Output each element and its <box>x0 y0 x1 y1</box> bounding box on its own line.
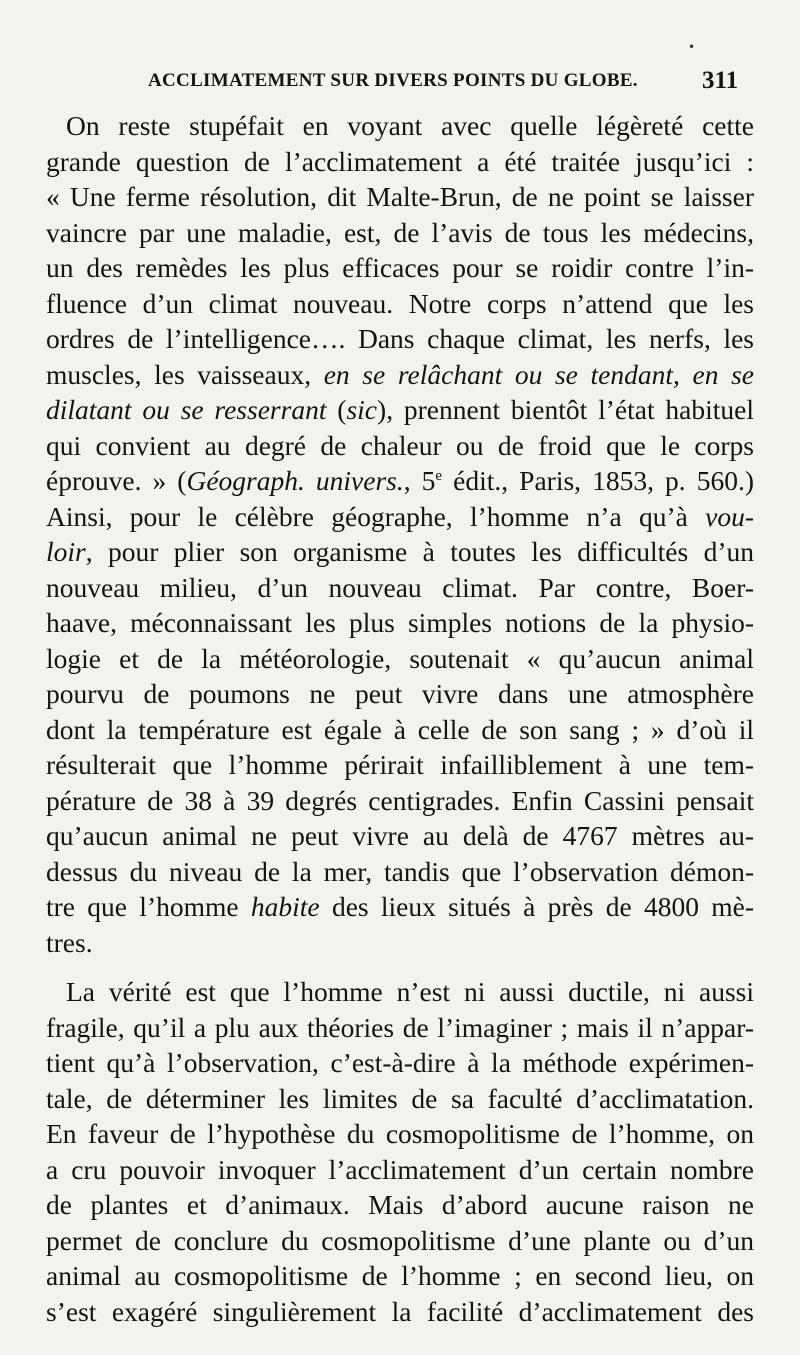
text-line: résulterait que l’homme périrait infailliblement à une tem- <box>46 749 754 780</box>
text-line: On reste stupéfait en voyant avec quelle légèreté cette <box>66 110 754 141</box>
text-line <box>46 392 754 428</box>
text-line: fluence d’un climat nouveau. Notre corps n’attend que les <box>46 287 754 319</box>
text-run: ( <box>337 394 347 425</box>
text-run: édit., Paris, 1853, p. 560.) <box>442 465 754 496</box>
text-line <box>46 463 754 499</box>
text-line: haave, méconnaissant les plus simples notions de la physio- <box>46 607 754 638</box>
text-run: muscles, les vaisseaux, <box>46 358 312 390</box>
italic-run: habite <box>250 891 320 922</box>
running-title: ACCLIMATEMENT SUR DIVERS POINTS DU GLOBE. <box>148 70 638 91</box>
text-line: pérature de 38 à 39 degrés centigrades. Enfin Cassini pensait <box>46 784 754 816</box>
text-line: pourvu de poumons ne peut vivre dans une atmosphère <box>46 678 754 709</box>
text-line <box>46 534 754 570</box>
italic-run: loir <box>46 536 86 567</box>
italic-run: dilatant ou se resserrant <box>46 394 327 425</box>
body-text <box>46 108 754 1329</box>
text-line: ordres de l’intelligence…. Dans chaque climat, les nerfs, les <box>46 323 754 354</box>
text-line: tale, de déterminer les limites de sa faculté d’acclimatation. <box>46 1082 754 1114</box>
text-line: un des remèdes les plus efficaces pour se roidir contre l’in- <box>46 252 754 283</box>
text-line: s’est exagéré singulièrement la facilité d’acclimatement des <box>46 1295 754 1327</box>
text-line <box>46 499 754 535</box>
running-header <box>0 67 800 100</box>
paragraph-1 <box>46 108 754 960</box>
italic-run: vou- <box>705 500 754 532</box>
italic-run: en se relâchant ou se tendant, en se <box>323 358 755 390</box>
text-line: « Une ferme résolution, dit Malte-Brun, de ne point se laisser <box>46 181 754 212</box>
text-run: ), prennent bientôt l’état habituel <box>377 394 754 425</box>
text-line: vaincre par une maladie, est, de l’avis de tous les médecins, <box>46 216 754 248</box>
text-line: grande question de l’acclimatement a été traitée jusqu’ici : <box>46 145 754 177</box>
superscript: e <box>435 467 443 484</box>
text-line: logie et de la météorologie, soutenait « qu’aucun animal <box>46 642 754 674</box>
ink-speck: • <box>688 40 696 54</box>
text-line: a cru pouvoir invoquer l’acclimatement d’un certain nombre <box>46 1153 754 1185</box>
text-line: qui convient au degré de chaleur ou de froid que le corps <box>46 429 754 461</box>
text-run: , 5 <box>403 465 436 496</box>
text-run: Ainsi, pour le célèbre géographe, l’homme n’a qu’à <box>46 500 688 532</box>
paragraph-2 <box>46 974 754 1329</box>
text-line: permet de conclure du cosmopolitisme d’une plante ou d’un <box>46 1224 754 1256</box>
italic-run: Géograph. univers. <box>186 465 404 496</box>
text-line: En faveur de l’hypothèse du cosmopolitisme de l’homme, on <box>46 1118 754 1149</box>
text-line: dont la température est égale à celle de son sang ; » d’où il <box>46 713 754 745</box>
page-number: 311 <box>702 67 739 94</box>
text-run: des lieux situés à près de 4800 mè- <box>331 891 755 922</box>
italic-run: sic <box>346 394 378 425</box>
text-line: animal au cosmopolitisme de l’homme ; en second lieu, on <box>46 1260 754 1291</box>
text-line: dessus du niveau de la mer, tandis que l’observation démon- <box>46 855 754 887</box>
text-line: fragile, qu’il a plu aux théories de l’imaginer ; mais il n’appar- <box>46 1011 754 1043</box>
text-line: tres. <box>46 926 93 958</box>
text-run: , pour plier son organisme à toutes les difficultés d’un <box>85 536 754 567</box>
text-line <box>46 357 754 393</box>
text-line: La vérité est que l’homme n’est ni aussi ductile, ni aussi <box>66 976 754 1007</box>
text-line <box>46 889 754 925</box>
text-run: éprouve. » ( <box>46 465 187 496</box>
text-run: tre que l’homme <box>46 891 239 922</box>
text-line: qu’aucun animal ne peut vivre au delà de 4767 mètres au- <box>46 820 754 851</box>
text-line: nouveau milieu, d’un nouveau climat. Par contre, Boer- <box>46 571 754 603</box>
text-line: tient qu’à l’observation, c’est-à-dire à la méthode expérimen- <box>46 1047 754 1078</box>
text-line: de plantes et d’animaux. Mais d’abord aucune raison ne <box>46 1189 754 1220</box>
